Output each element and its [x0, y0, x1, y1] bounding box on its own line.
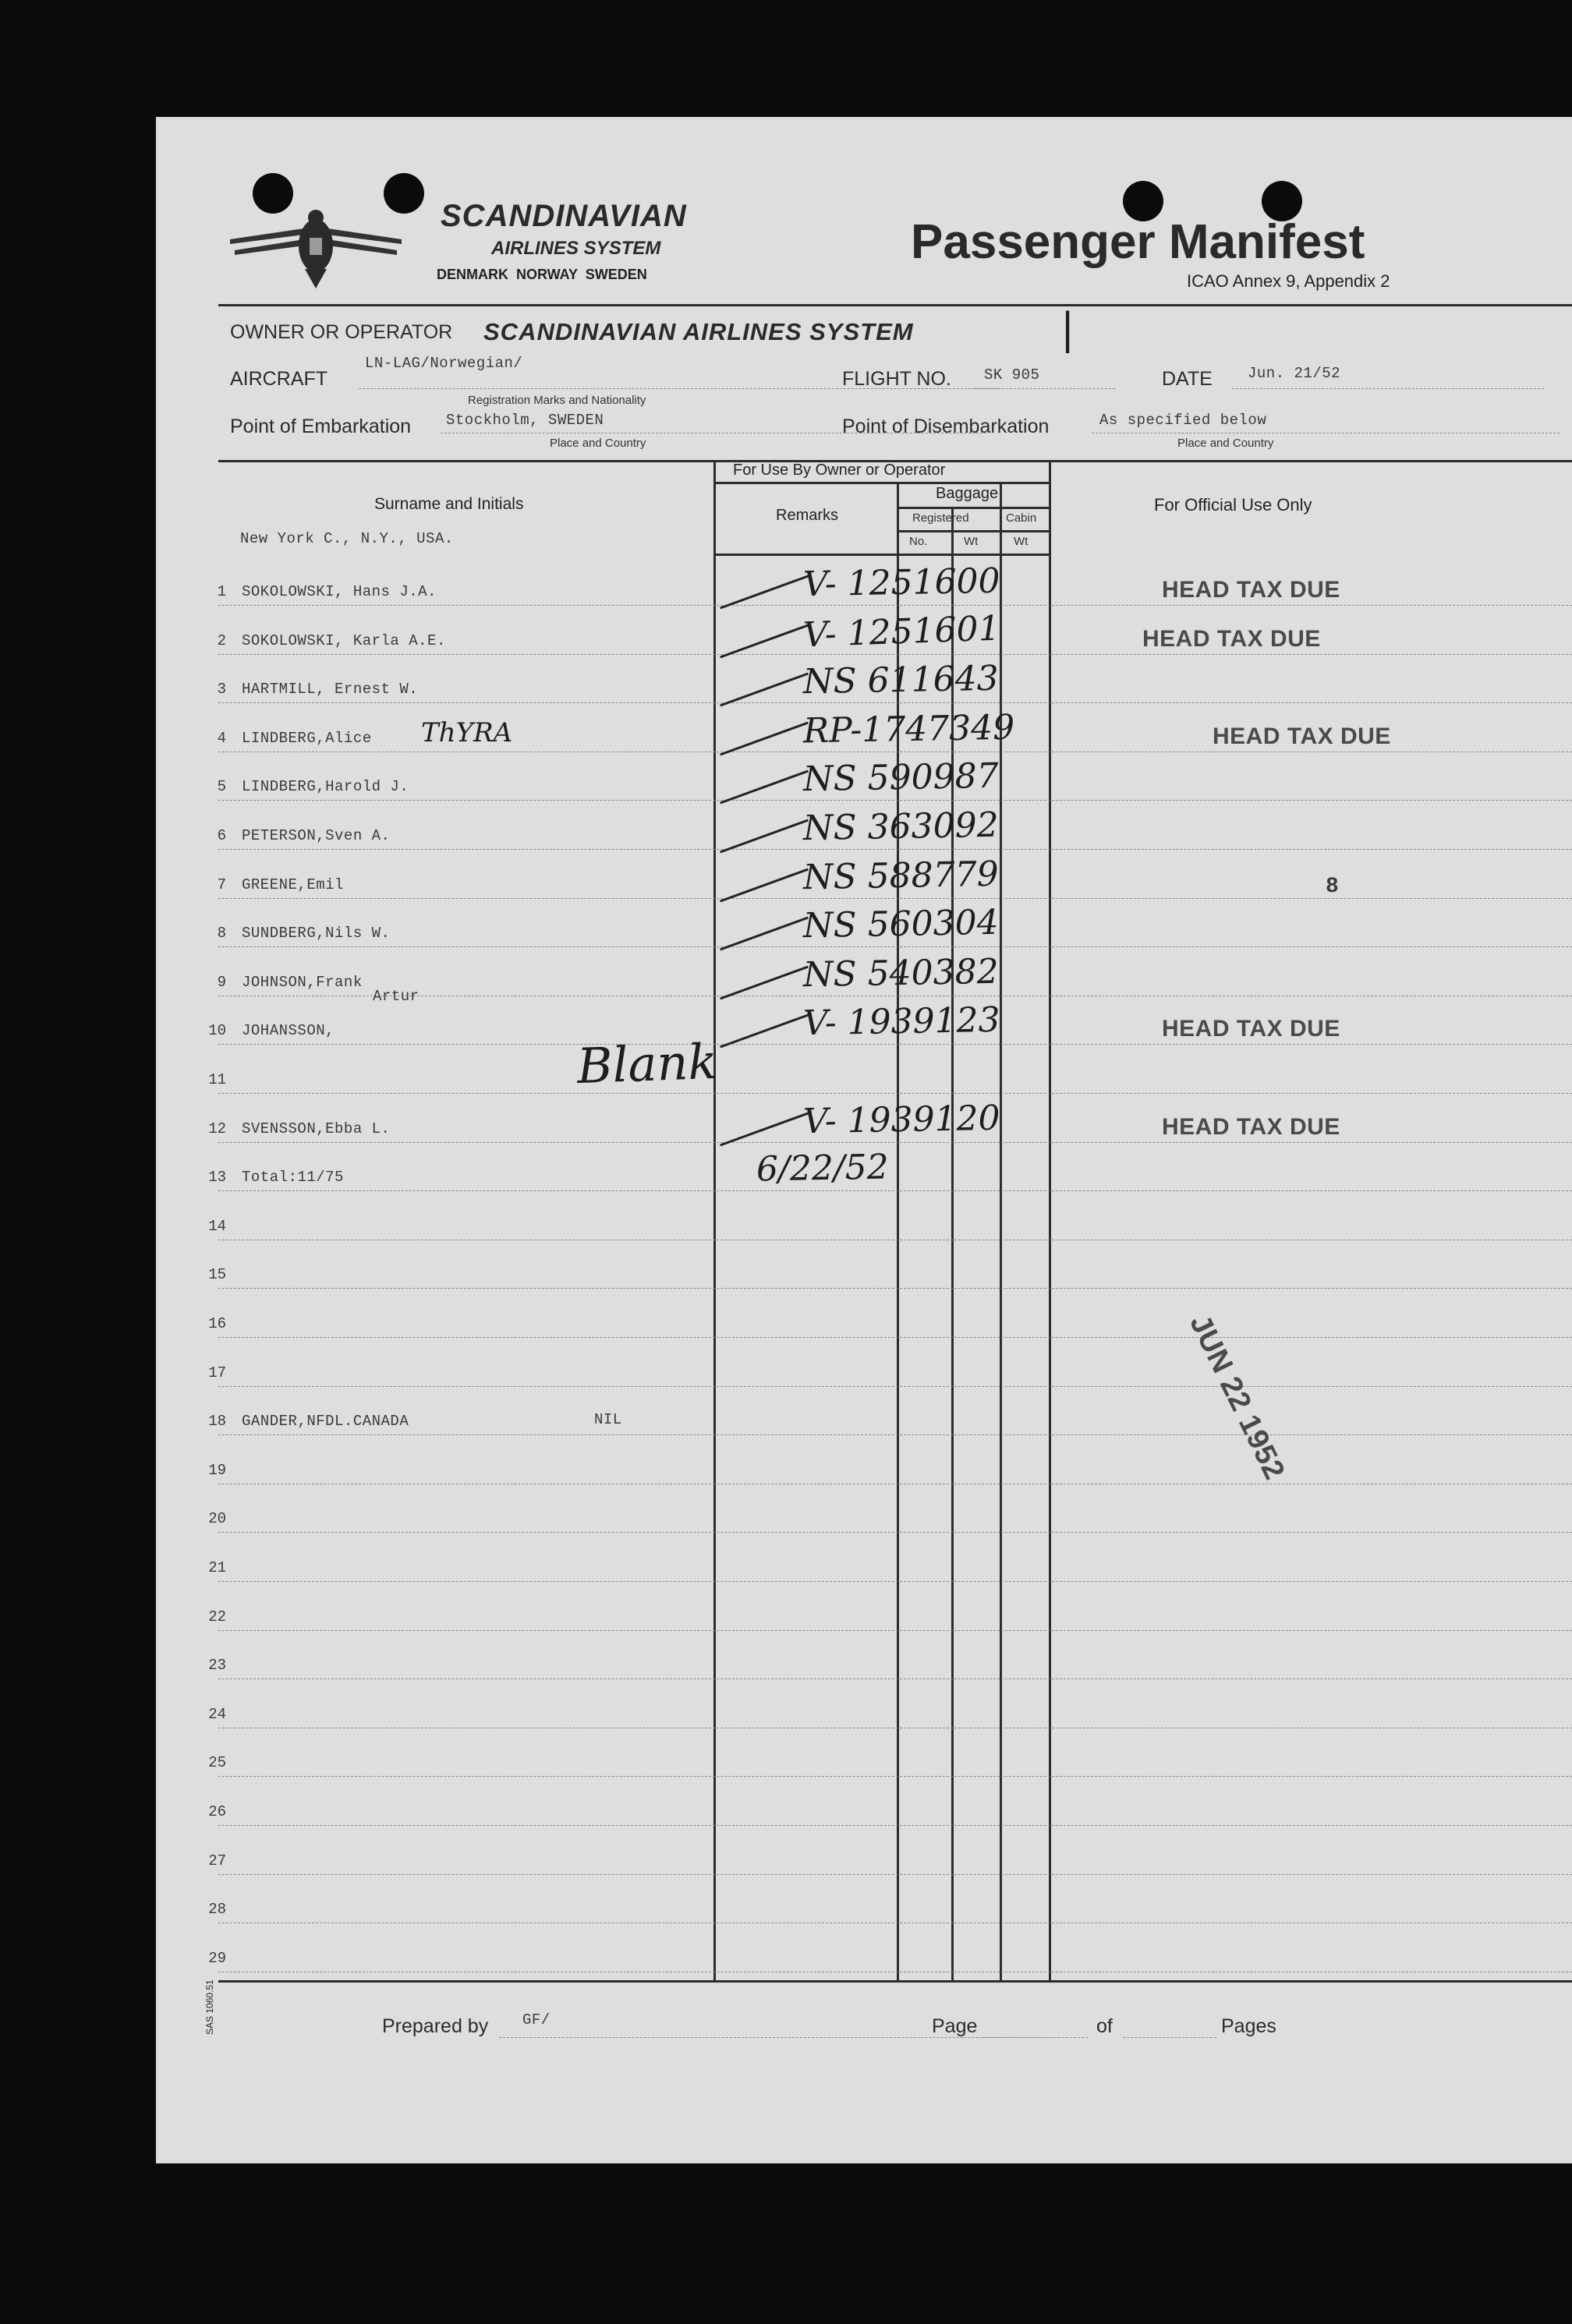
row-rule	[218, 1337, 1572, 1338]
row-number: 20	[208, 1510, 226, 1528]
handwritten-entry: NS 363092	[802, 805, 1000, 849]
row-number: 14	[208, 1217, 226, 1235]
page-subtitle: ICAO Annex 9, Appendix 2	[1187, 271, 1390, 291]
flight-value: SK 905	[984, 366, 1040, 384]
check-tick-mark	[720, 917, 809, 951]
disembark-caption: Place and Country	[1177, 437, 1274, 450]
manifest-page	[156, 117, 1572, 2163]
date-value: Jun. 21/52	[1248, 365, 1341, 382]
handwritten-entry: NS 588779	[802, 854, 1000, 897]
handwritten-entry: V- 1939123	[802, 1000, 1000, 1044]
row-number: 26	[208, 1803, 226, 1820]
table-bottom	[218, 1980, 1572, 1983]
date-label: DATE	[1162, 368, 1213, 390]
row-rule	[218, 1288, 1572, 1289]
baggage-header: Baggage	[936, 485, 999, 502]
row-number: 13	[208, 1169, 226, 1187]
passenger-name: Total:11/75	[242, 1169, 344, 1187]
row-number: 8	[217, 925, 226, 943]
row-rule	[218, 1190, 1572, 1191]
row-number: 12	[208, 1120, 226, 1137]
handwritten-entry: NS 611643	[802, 659, 1000, 702]
page-title: Passenger Manifest	[911, 215, 1365, 269]
nil-value: NIL	[594, 1411, 622, 1429]
row-number: 9	[217, 973, 226, 991]
handwritten-entry: RP-1747349	[802, 707, 1015, 752]
official-note: 8	[1326, 874, 1340, 899]
head-tax-stamp: HEAD TAX DUE	[1162, 1113, 1340, 1140]
of-label: of	[1096, 2015, 1113, 2037]
prepared-value: GF/	[522, 2011, 551, 2029]
row-rule	[218, 1581, 1572, 1582]
row-rule	[218, 800, 1572, 801]
destination-label: New York C., N.Y., USA.	[240, 530, 454, 547]
sas-eagle-logo-icon	[230, 207, 402, 292]
header-bottom	[713, 554, 1051, 556]
prepared-label: Prepared by	[382, 2015, 489, 2037]
row-rule	[218, 654, 1572, 655]
head-tax-stamp: HEAD TAX DUE	[1213, 723, 1391, 749]
row-rule	[218, 849, 1572, 850]
cabin-wt-header: Wt	[1014, 535, 1029, 548]
row-rule	[218, 1093, 1572, 1094]
flight-underline	[975, 388, 1115, 389]
row-number: 23	[208, 1657, 226, 1675]
registered-underline	[897, 530, 1051, 532]
official-use-header: For Official Use Only	[1154, 495, 1312, 515]
passenger-name-extra: Artur	[373, 987, 420, 1005]
pages-label: Pages	[1221, 2015, 1276, 2037]
check-tick-mark	[720, 819, 809, 854]
row-number: 21	[208, 1559, 226, 1576]
row-number: 2	[217, 631, 226, 649]
embark-label: Point of Embarkation	[230, 416, 412, 437]
row-rule	[218, 1630, 1572, 1631]
date-stamp: JUN 22 1952	[1183, 1310, 1291, 1485]
col-divider-name	[713, 460, 716, 1980]
handwritten-entry: NS 540382	[802, 951, 1000, 995]
row-rule	[218, 1434, 1572, 1435]
col-divider-remarks	[897, 482, 899, 1980]
brand-countries: DENMARK NORWAY SWEDEN	[437, 267, 647, 282]
passenger-name: SOKOLOWSKI, Karla A.E.	[242, 631, 446, 649]
row-number: 27	[208, 1852, 226, 1869]
date-underline	[1232, 388, 1544, 389]
row-rule	[218, 946, 1572, 947]
row-number: 24	[208, 1705, 226, 1723]
row-rule	[218, 605, 1572, 606]
row-number: 4	[217, 729, 226, 747]
passenger-name: PETERSON,Sven A.	[242, 827, 391, 844]
col-divider-wt	[1000, 482, 1002, 1980]
row-rule	[218, 1678, 1572, 1679]
row-rule	[218, 1874, 1572, 1875]
check-tick-mark	[720, 721, 809, 755]
row-rule	[218, 702, 1572, 703]
row-rule	[218, 1532, 1572, 1533]
handwritten-entry: V- 1939120	[802, 1098, 1000, 1141]
row-rule	[218, 898, 1572, 899]
registered-header: Registered	[912, 511, 969, 525]
brand-subname: AIRLINES SYSTEM	[491, 238, 661, 259]
passenger-name: SUNDBERG,Nils W.	[242, 925, 391, 943]
row-number: 3	[217, 681, 226, 699]
form-code: SAS 1060.51	[204, 1979, 215, 2035]
no-header: No.	[909, 535, 928, 548]
handwritten-entry: NS 560304	[802, 903, 1000, 946]
row-rule	[218, 1142, 1572, 1143]
handwritten-entry: Blank	[575, 1032, 719, 1095]
handwritten-entry: NS 590987	[802, 756, 1000, 800]
aircraft-label: AIRCRAFT	[230, 368, 328, 390]
handwritten-name-addition: ThYRA	[421, 716, 513, 748]
owner-value: SCANDINAVIAN AIRLINES SYSTEM	[483, 318, 914, 345]
aircraft-caption: Registration Marks and Nationality	[468, 394, 646, 407]
disembark-label: Point of Disembarkation	[842, 416, 1050, 437]
row-number: 11	[208, 1071, 226, 1088]
row-number: 25	[208, 1754, 226, 1772]
check-tick-mark	[720, 624, 809, 658]
row-number: 17	[208, 1364, 226, 1381]
row-rule	[218, 1044, 1572, 1045]
handwritten-entry: V- 1251601	[802, 608, 1001, 655]
row-number: 19	[208, 1461, 226, 1479]
embark-value: Stockholm, SWEDEN	[446, 412, 604, 429]
row-number: 22	[208, 1608, 226, 1625]
head-tax-stamp: HEAD TAX DUE	[1162, 577, 1340, 603]
cabin-header: Cabin	[1006, 511, 1037, 525]
owner-use-underline	[713, 482, 1051, 484]
aircraft-value: LN-LAG/Norwegian/	[365, 355, 523, 372]
passenger-name: JOHNSON,Frank	[242, 973, 363, 991]
row-rule	[218, 1776, 1572, 1777]
passenger-name: HARTMILL, Ernest W.	[242, 681, 419, 699]
passenger-name: SOKOLOWSKI, Hans J.A.	[242, 583, 437, 600]
row-number: 18	[208, 1413, 226, 1431]
check-tick-mark	[720, 770, 809, 805]
page-underline	[982, 2037, 1088, 2038]
row-number: 5	[217, 778, 226, 796]
passenger-name: LINDBERG,Harold J.	[242, 778, 409, 796]
row-number: 7	[217, 875, 226, 893]
owner-mark: |	[1060, 304, 1075, 353]
row-number: 28	[208, 1901, 226, 1919]
disembark-value: As specified below	[1099, 412, 1267, 429]
of-underline	[1123, 2037, 1216, 2038]
wt-header: Wt	[964, 535, 979, 548]
owner-label: OWNER OR OPERATOR	[230, 321, 453, 343]
row-number: 1	[217, 583, 226, 600]
check-tick-mark	[720, 965, 809, 999]
col-divider-cabin	[1049, 460, 1051, 1980]
row-number: 10	[208, 1022, 226, 1040]
passenger-name: GANDER,NFDL.CANADA	[242, 1413, 409, 1431]
page-label: Page	[932, 2015, 978, 2037]
passenger-name: LINDBERG,Alice	[242, 729, 372, 747]
owner-use-header: For Use By Owner or Operator	[733, 462, 946, 479]
row-rule	[218, 1825, 1572, 1826]
row-number: 29	[208, 1949, 226, 1967]
check-tick-mark	[720, 673, 809, 707]
handwritten-entry: 6/22/52	[756, 1147, 890, 1190]
check-tick-mark	[720, 868, 809, 902]
flight-label: FLIGHT NO.	[842, 368, 951, 390]
handwritten-entry: V- 1251600	[802, 561, 1000, 605]
row-number: 15	[208, 1266, 226, 1284]
check-tick-mark	[720, 1112, 809, 1146]
embark-caption: Place and Country	[550, 437, 646, 450]
passenger-name: GREENE,Emil	[242, 875, 344, 893]
row-number: 16	[208, 1315, 226, 1332]
passenger-name: JOHANSSON,	[242, 1022, 335, 1040]
baggage-underline	[897, 507, 1051, 509]
row-number: 6	[217, 827, 226, 844]
head-tax-stamp: HEAD TAX DUE	[1142, 625, 1321, 652]
row-rule	[218, 1386, 1572, 1387]
check-tick-mark	[720, 575, 809, 610]
passenger-name: SVENSSON,Ebba L.	[242, 1120, 391, 1137]
head-tax-stamp: HEAD TAX DUE	[1162, 1016, 1340, 1042]
brand-name: SCANDINAVIAN	[441, 199, 687, 233]
name-column-header: Surname and Initials	[374, 495, 524, 513]
header-divider	[218, 304, 1572, 306]
remarks-header: Remarks	[776, 507, 839, 524]
check-tick-mark	[720, 1014, 809, 1049]
